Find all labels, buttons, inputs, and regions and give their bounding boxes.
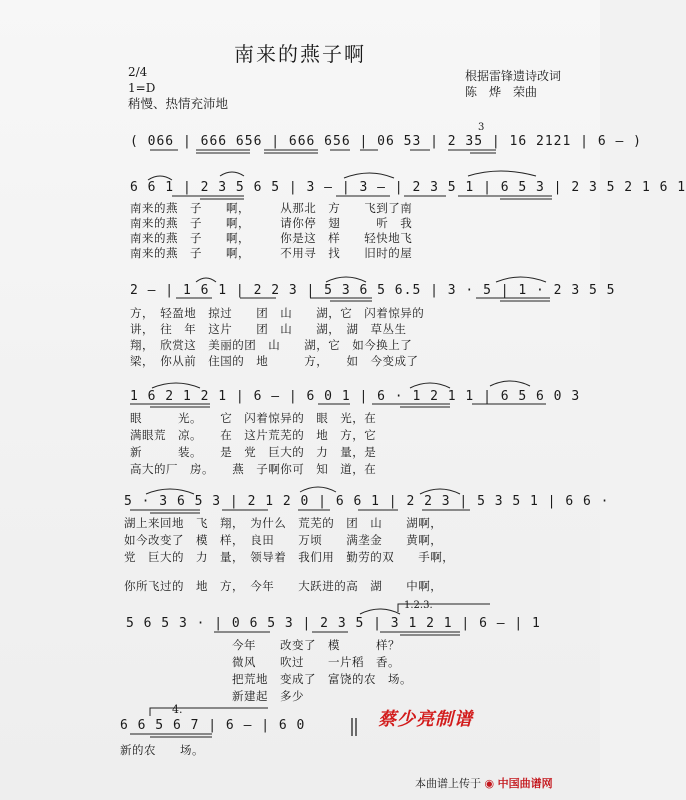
lyric-line-3-verse-1: 眼 光。 它 闪着惊异的 眼 光，在 — [130, 411, 377, 425]
final-barline — [352, 718, 356, 736]
notes-line-1: 6 6 1 | 2 3 5 6 5 | 3 — | 3 — | 2 3 5 1 | 6 5 3 | 2 3 5 2 1 6 1 — [130, 180, 686, 195]
lyric-line-3-verse-4: 高大的厂 房。 燕 子啊你可 知 道，在 — [130, 462, 377, 476]
lyric-line-5-verse-1: 今年 改变了 模 样？ — [232, 638, 400, 652]
lyric-line-5-verse-2: 微风 吹过 一片稻 香。 — [232, 655, 400, 669]
volta-1-2-3: 1.2.3. — [404, 600, 433, 611]
lyric-line-2-verse-3: 翔， 欣赏这 美丽的团 山 湖，它 如今换上了 — [130, 338, 413, 352]
lyricist-credit: 根据雷锋遗诗改词 — [465, 69, 562, 83]
lyric-line-1-verse-3: 南来的燕 子 啊， 你是这 样 轻快地飞 — [130, 231, 413, 245]
footer-prefix: 本曲谱上传于 — [415, 777, 481, 790]
site-logo-icon: ◉ — [484, 777, 495, 790]
volta-brackets — [150, 604, 490, 716]
key-signature: 1=D — [128, 81, 156, 95]
lyric-line-4-verse-4: 你所飞过的 地 方， 今年 大跃进的高 湖 中啊， — [124, 579, 443, 593]
lyric-line-5-verse-3: 把荒地 变成了 富饶的农 场。 — [232, 672, 412, 686]
lyric-line-2-verse-2: 讲， 往 年 这片 团 山 湖， 湖 草丛生 — [130, 322, 407, 336]
lyric-line-2-verse-1: 方， 轻盈地 掠过 团 山 湖，它 闪着惊异的 — [130, 306, 425, 320]
beam-lines — [130, 150, 552, 737]
lyric-line-1-verse-1: 南来的燕 子 啊， 从那北 方 飞到了南 — [130, 201, 413, 215]
intro-notes: ( 066 | 666 656 | 666 656 | 06 53 | 2 35 | 16 2121 | 6 — ) — [130, 134, 642, 149]
site-name: 中国曲谱网 — [497, 777, 553, 790]
lyric-line-1-verse-4: 南来的燕 子 啊， 不用寻 找 旧时的屋 — [130, 246, 413, 260]
notes-line-3: 1 6 2 1 2 1 | 6 — | 6 0 1 | 6 · 1 2 1 1 | 6 5 6 0 3 — [130, 389, 581, 404]
triplet-mark: 3 — [478, 122, 485, 133]
lyric-line-4-verse-3: 党 巨大的 力 量， 领导着 我们用 勤劳的双 手啊， — [124, 550, 455, 564]
time-signature: 2/4 — [128, 65, 148, 79]
composer-credit: 陈 烨 荣曲 — [465, 85, 538, 99]
lyric-line-3-verse-3: 新 装。 是 党 巨大的 力 量，是 — [130, 445, 377, 459]
lyric-line-4-verse-2: 如今改变了 模 样， 良田 万顷 满垄金 黄啊， — [124, 533, 443, 547]
lyric-line-3-verse-2: 满眼荒 凉。 在 这片荒芜的 地 方，它 — [130, 428, 377, 442]
maker-watermark: 蔡少亮制谱 — [378, 709, 473, 730]
lyric-line-6: 新的农 场。 — [120, 743, 204, 757]
slur-marks — [146, 171, 546, 614]
lyric-line-1-verse-2: 南来的燕 子 啊， 请你停 翅 听 我 — [130, 216, 413, 230]
lyric-line-4-verse-1: 湖上来回地 飞 翔， 为什么 荒芜的 团 山 湖啊， — [124, 516, 443, 530]
notes-line-2: 2 — | 1 6 1 | 2 2 3 | 5 3 6 5 6.5 | 3 · 5 | 1 · 2 3 5 5 — [130, 283, 616, 298]
notes-line-4: 5 · 3 6 5 3 | 2 1 2 0 | 6 6 1 | 2 2 3 | 5 3 5 1 | 6 6 · — [124, 494, 610, 509]
tempo-marking: 稍慢、热情充沛地 — [128, 96, 229, 111]
volta-4: 4. — [172, 703, 183, 716]
notes-line-5: 5 6 5 3 · | 0 6 5 3 | 2 3 5 | 3 1 2 1 | 6 — | 1 — [126, 616, 541, 631]
notes-line-6: 6 6 5 6 7 | 6 — | 6 0 — [120, 718, 306, 733]
lyric-line-2-verse-4: 梁， 你从前 住国的 地 方， 如 今变成了 — [130, 354, 419, 368]
song-title: 南来的燕子啊 — [234, 42, 366, 66]
lyric-line-5-verse-4: 新建起 多少 — [232, 689, 304, 703]
